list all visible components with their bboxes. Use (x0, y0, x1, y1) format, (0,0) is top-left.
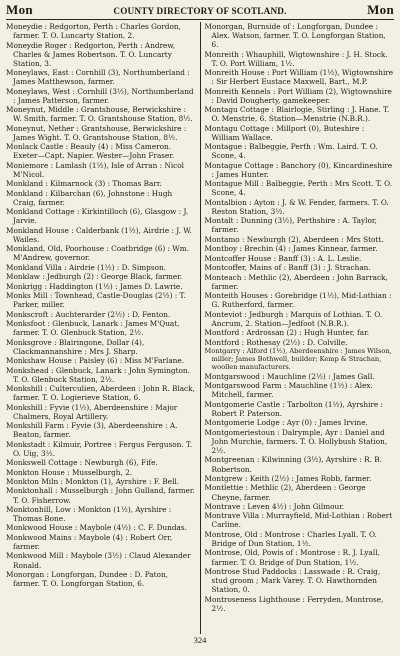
directory-entry: Moneylaws, East : Cornhill (3), Northumberland : James Matthewson, farmer. (6, 68, 190, 87)
directory-entry: Monktonhill, Low : Monkton (1½), Ayrshire : Thomas Bone. (6, 504, 172, 524)
directory-entry: Monteith Houses : Gorebridge (1½), Mid-Lothian : G. Rutherford, farmer. (204, 291, 392, 310)
directory-entry: Montague Mill : Balbeggie, Perth : Mrs Scott. T. O. Scone, 4. (204, 179, 393, 198)
directory-entry: Montroseness Lighthouse : Ferryden, Montrose, 2½. (204, 594, 384, 613)
directory-entry: Montgarswood Farm : Mauchline (1½) : Alex. Mitchell, farmer. (204, 381, 373, 400)
directory-entry: Montalbion : Ayton : J. & W. Fender, farmers. T. O. Reston Station, 3½. (204, 197, 389, 216)
directory-entry: Monkland Villa : Airdrie (1½) : D. Simpson. (6, 262, 166, 272)
directory-columns (6, 22, 394, 634)
directory-entry: Montgomeriestoun : Dalrymple, Ayr : Daniel and John Murchie, farmers. T. O. Hollybush Station, 2½. (204, 427, 388, 456)
directory-entry: Montcoffer, Mains of : Banff (3) : J. Strachan. (204, 263, 371, 273)
page-number: 324 (193, 635, 207, 645)
directory-entry: Moniemore : Lamlash (1½), Isle of Arran : Nicol M'Nicol. (6, 160, 184, 179)
directory-entry: Montgomerie Lodge : Ayr (0) : James Irvine. (204, 418, 368, 428)
directory-entry: Monkland Cottage : Kirkintilloch (6), Glasgow : J. Jarvie. (6, 207, 189, 226)
directory-entry: Moneydie : Redgorton, Perth : Charles Gordon, farmer. T. O. Luncarty Station, 2. (6, 22, 181, 41)
directory-entry: Monkland : Kilbarchan (6), Johnstone : Hugh Craig, farmer. (6, 188, 173, 207)
directory-entry: Monlack Castle : Beauly (4) : Miss Cameron. Exeter—Capt. Napier. Wester—John Fraser. (6, 142, 175, 161)
directory-entry: Montague Cottage : Banchory (0), Kincardineshire : James Hunter. (204, 160, 393, 179)
directory-entry: Monkland House : Calderbank (1½), Airdrie : J. W. Wailes. (6, 225, 192, 244)
left-column (6, 22, 200, 634)
directory-entry: Montlettie : Methlic (2), Aberdeen : George Cheyne, farmer. (204, 483, 366, 502)
directory-entry: Monksgrove : Blairingone, Dollar (4), Clackmannanshire : Mrs J. Sharp. (6, 337, 145, 356)
directory-entry: Monklaw : Jedburgh (2) : George Black, farmer. (6, 272, 183, 282)
directory-entry: Montrave : Leven 4½) : John Gilmour. (204, 501, 345, 511)
directory-entry: Monkton House : Musselburgh, 2. (6, 467, 133, 477)
directory-entry: Montrose, Old : Montrose : Charles Lyall. T. O. Bridge of Dun Station, 1½. (204, 529, 377, 548)
directory-entry: Monkland : Kilmarnock (3) : Thomas Barr. (6, 179, 162, 189)
directory-entry: Monreith : Whauphill, Wigtownshire : J. H. Stock. T. O. Port William, 1½. (204, 49, 388, 68)
directory-entry: Monkscroft : Auchterarder (2½) : D. Fenton. (6, 309, 171, 319)
directory-entry: Montalt : Dunning (3½), Perthshire : A. Taylor, farmer. (204, 216, 377, 235)
directory-entry: Monkstadt : Kilmuir, Portree : Fergus Ferguson. T. O. Uig, 3½. (6, 439, 193, 458)
directory-entry: Moneynut, Middle : Grantshouse, Berwickshire : W. Smith, farmer. T. O. Grantshouse Station, 8½. (6, 105, 193, 124)
directory-entry: Monkrigg : Haddington (1½) : James D. Lawrie. (6, 281, 183, 291)
directory-entry: Monteach : Methlic (2), Aberdeen : John Barrack, farmer. (204, 272, 388, 291)
directory-entry: Monteviot : Jedburgh : Marquis of Lothian. T. O. Ancrum, 2. Station—Jedfoot (N.B.R.). (204, 309, 383, 328)
directory-entry: Moneynut, Nether : Grantshouse, Berwickshire : James Wight. T. O. Grantshouse Station, 8½. (6, 123, 187, 142)
directory-entry: Monkland, Old, Poorhouse : Coatbridge (6) : Wm. M'Andrew, governor. (6, 244, 190, 263)
directory-entry: Monkshill Farm : Fyvie (3), Aberdeenshire : A. Beaton, farmer. (6, 421, 178, 440)
directory-entry: Monkwood Mill : Maybole (3½) : Claud Alexander Ronald. (6, 551, 191, 570)
right-column (201, 22, 395, 634)
directory-entry: Monks Mill : Townhead, Castle-Douglas (2½) : T. Parker, miller. (6, 291, 186, 310)
directory-entry: Montamo : Newburgh (2), Aberdeen : Mrs Stott. (204, 234, 384, 244)
directory-entry: Montgrew : Keith (2½) : James Robb, farmer. (204, 473, 372, 483)
directory-entry: Monkshead : Glenbuck, Lanark : John Symington. T. O. Glenbuck Station, 2½. (6, 365, 190, 384)
header-left-guide-word: Mon (6, 2, 33, 17)
directory-entry: Monksfoot : Glenbuck, Lanark : James M'Quat, farmer. T. O. Glenbuck Station, 2½. (6, 319, 180, 338)
directory-entry: Monkshill : Culterculien, Aberdeen : John R. Black, farmer. T. O. Logierieve Station, 6. (6, 384, 195, 403)
directory-entry: Monktonhall : Musselburgh : John Gulland, farmer. T. O. Fisherrow. (6, 486, 195, 505)
directory-entry: Monkwood Mains : Maybole (4) : Robert Orr, farmer. (6, 532, 173, 551)
directory-entry: Montague : Balbeggie, Perth : Wm. Laird. T. O. Scone, 4. (204, 142, 378, 161)
directory-entry: Moneylaws, West : Cornhill (3½), Northumberland : James Patterson, farmer. (6, 86, 194, 105)
directory-entry: Montgarswood : Mauchline (2½) : James Gall. (204, 371, 375, 381)
directory-entry: Montagu Cottage : Blairlogie, Stirling : J. Hane. T. O. Menstrie, 6. Station—Menstrie (N.B.R.). (204, 105, 390, 124)
directory-entry: Montgomerie Castle : Tarbolton (1½), Ayrshire : Robert P. Paterson. (204, 399, 383, 418)
directory-entry: Montrose, Old, Powis of : Montrose : R. J. Lyall, farmer. T. O. Bridge of Dun Station, 1½. (204, 548, 380, 567)
directory-entry: Montgarry : Alford (1½), Aberdeenshire : James Wilson, miller; James Bothwell, builder; Kemp & Strachan, woollen manufacturers. (204, 347, 392, 372)
directory-entry: Montboy : Brechin (4) : James Kinnear, farmer. (204, 244, 378, 254)
header-right-guide-word: Mon (367, 2, 394, 17)
directory-entry: Monkshaw House : Paisley (6) : Miss M'Farlane. (6, 356, 185, 366)
page-header (6, 2, 394, 18)
directory-entry: Monkwood House : Maybole (4½) : C. F. Dundas. (6, 523, 187, 533)
header-title: COUNTY DIRECTORY OF SCOTLAND. (113, 6, 287, 16)
directory-entry: Montrose Stud Paddocks : Lasswade : R. Craig, stud groom ; Mark Varey. T. O. Hawthornden Station, 0. (204, 566, 381, 595)
directory-entry: Monkshill : Fyvie (1½), Aberdeenshire : Major Chalmers, Royal Artillery. (6, 402, 178, 421)
directory-entry: Monorgan : Longforgan, Dundee : D. Paton, farmer. T. O. Longforgan Station, 6. (6, 569, 168, 589)
directory-entry: Montgreenan : Kilwinning (3½), Ayrshire : R. B. Robertson. (204, 455, 382, 474)
directory-entry: Montcoffer House : Banff (3) : A. L. Leslie. (204, 253, 362, 263)
directory-entry: Monreith Kennels : Port William (2), Wigtownshire : David Dougherty, gamekeeper. (204, 86, 392, 105)
directory-entry: Montford : Ardrossan (2) : Hugh Hunter, far. (204, 328, 370, 338)
directory-entry: Montagu Cottage : Millport (0), Buteshire : William Wallace. (204, 123, 365, 142)
header-rule (6, 19, 394, 20)
directory-entry: Montrave Villa : Murrayfield, Mid-Lothian : Robert Carline. (204, 511, 393, 530)
directory-entry: Monkswell Cottage : Newburgh (6), Fife. (6, 458, 158, 468)
directory-entry: Monkton Miln : Monkton (1), Ayrshire : F. Bell. (6, 477, 180, 486)
directory-entry: Moneydie Roger : Redgorton, Perth : Andrew, Charles & James Robertson. T. O. Luncarty Station, 3. (6, 40, 176, 68)
directory-entry: Monreith House : Port William (1½), Wigtownshire : Sir Herbert Eustace Maxwell, Bart., M.P. (204, 68, 394, 87)
directory-entry: Montford : Rothesay (2½) : D. Colville. (204, 337, 348, 347)
directory-entry: Monorgan, Burnside of : Longforgan, Dundee : Alex. Watson, farmer. T. O. Longforgan Station, 6. (204, 22, 386, 50)
